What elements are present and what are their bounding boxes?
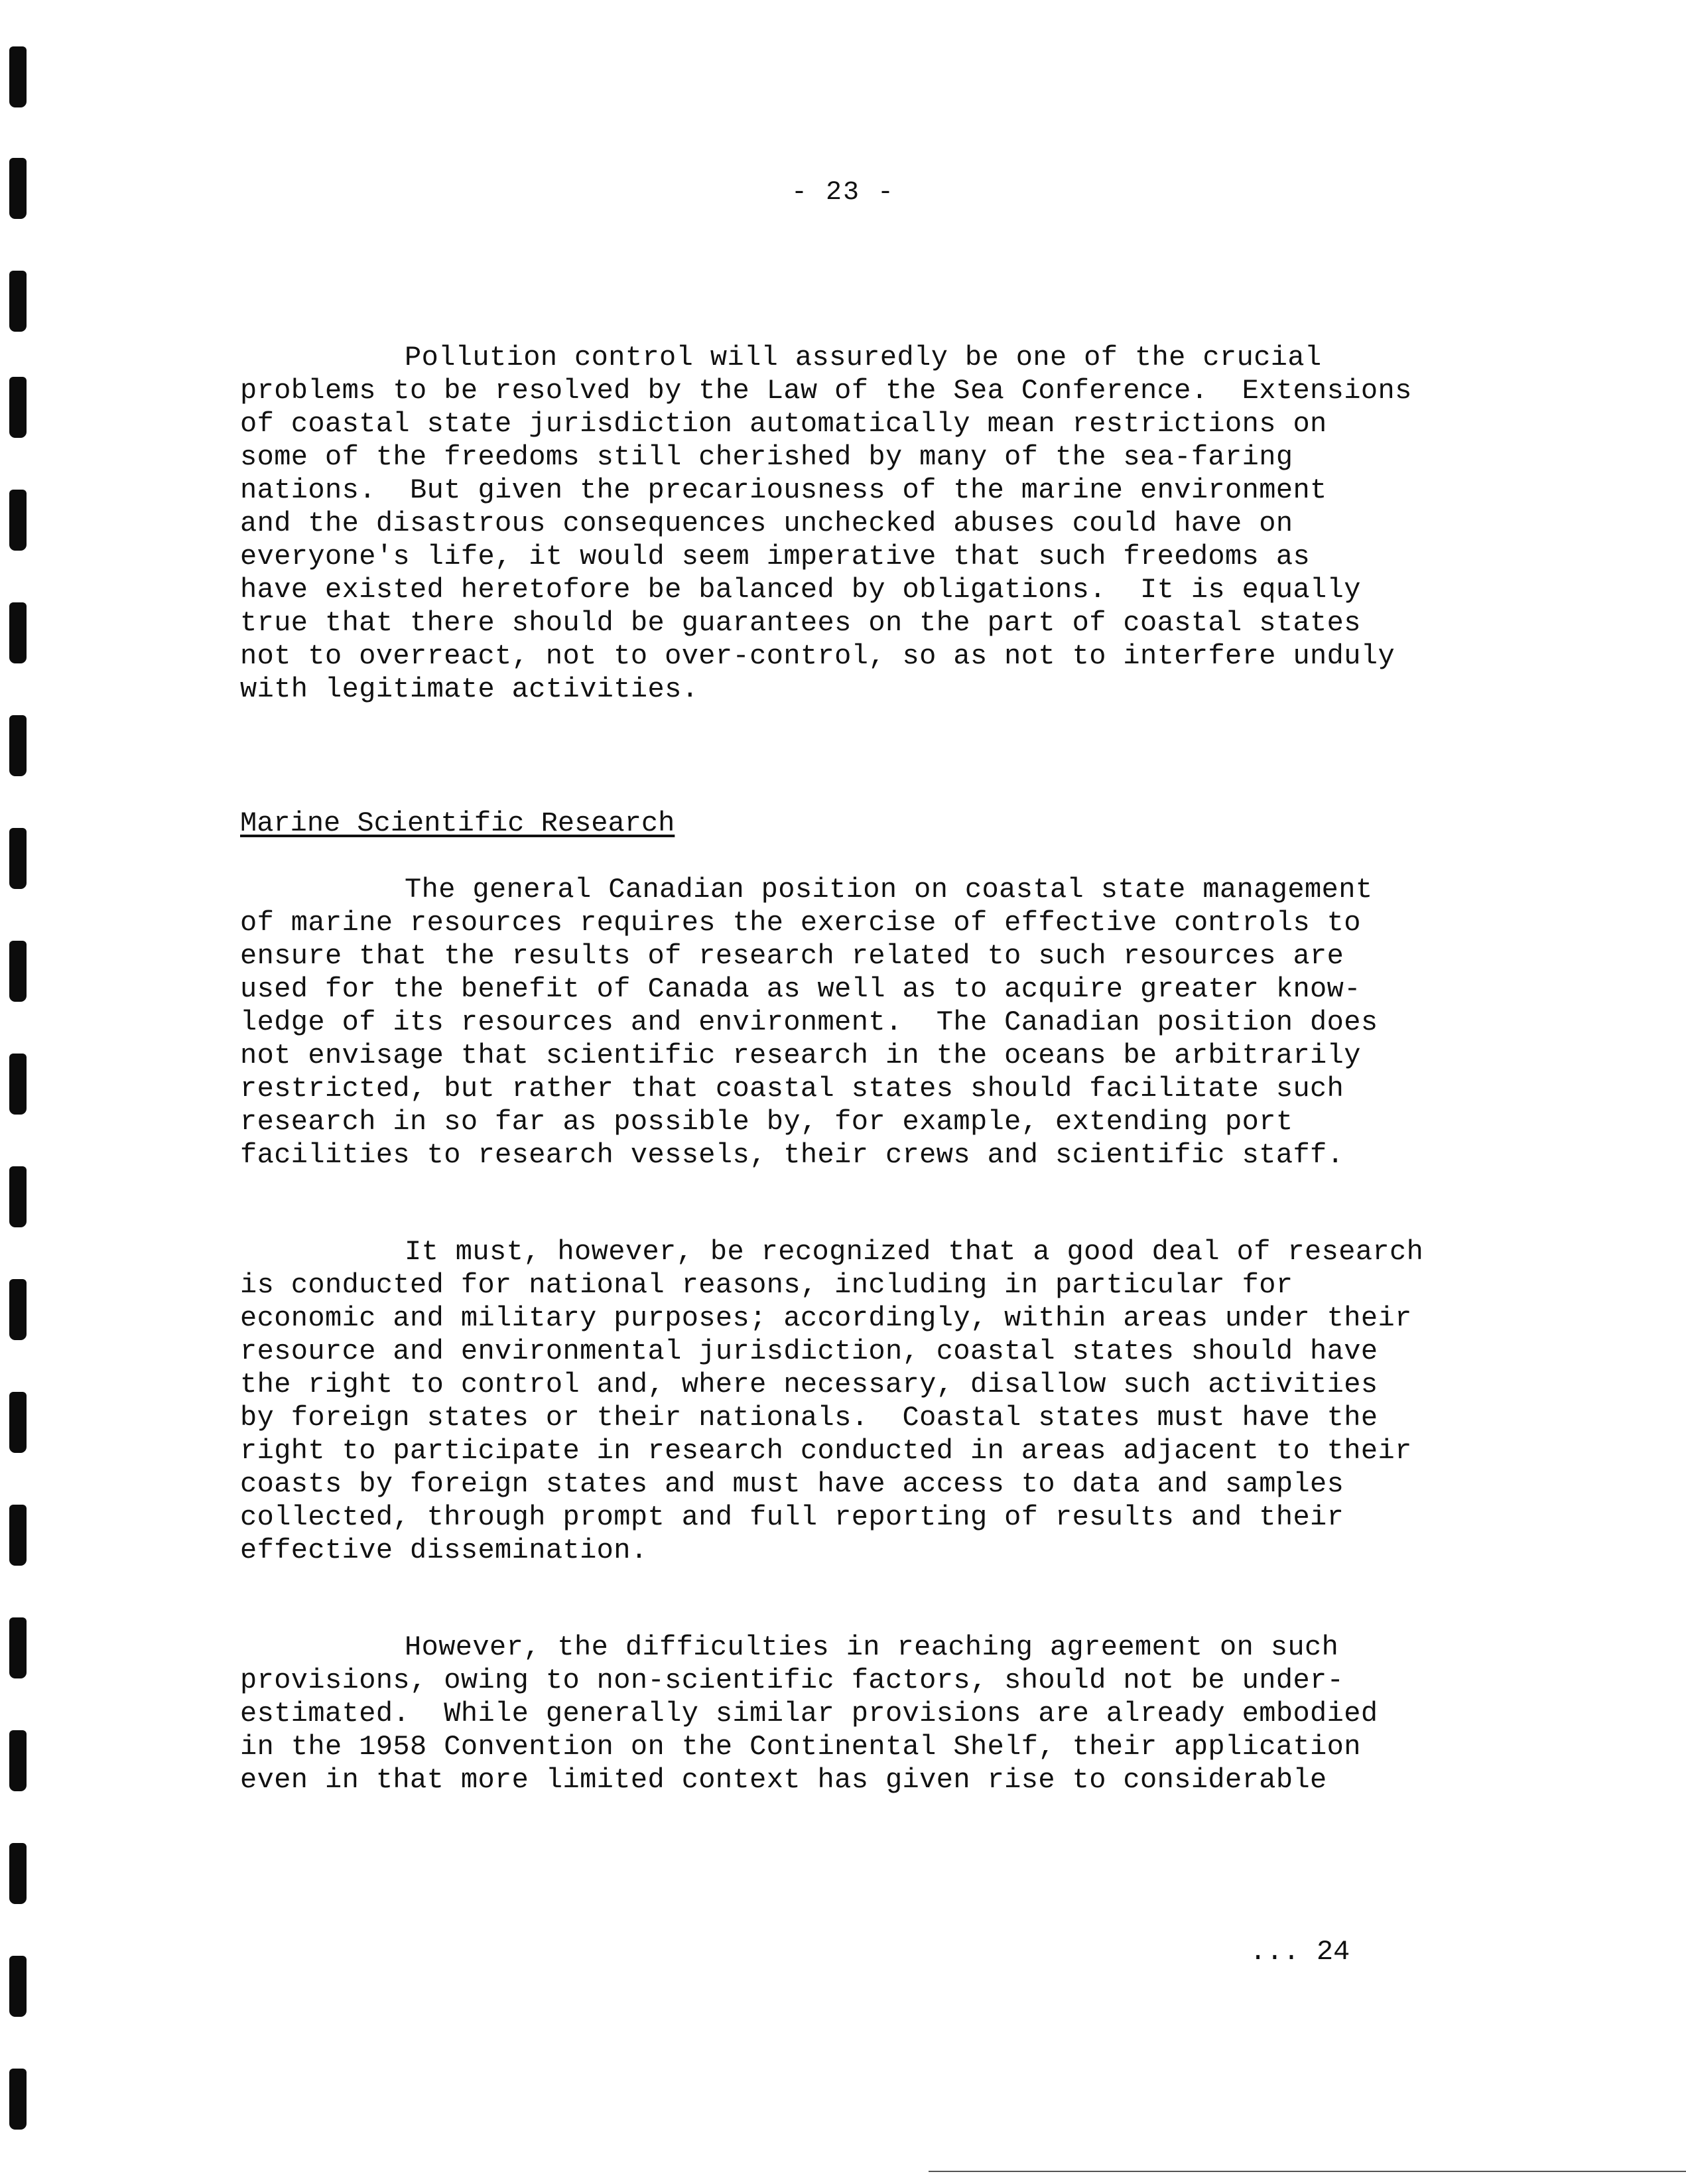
binding-mark <box>9 1392 27 1453</box>
page-edge-line <box>929 2171 1686 2172</box>
text-line: ensure that the results of research related to such resources are <box>240 940 1344 972</box>
binding-mark <box>9 828 27 889</box>
text-line: research in so far as possible by, for example, extending port <box>240 1106 1293 1138</box>
binding-mark <box>9 602 27 663</box>
text-line: estimated. While generally similar provisions are already embodied <box>240 1698 1378 1730</box>
text-line: problems to be resolved by the Law of the Sea Conference. Extensions <box>240 375 1412 407</box>
binding-mark <box>9 2069 27 2130</box>
binding-mark <box>9 377 27 438</box>
binding-mark <box>9 941 27 1002</box>
text-line: coasts by foreign states and must have access to data and samples <box>240 1468 1344 1500</box>
text-line: effective dissemination. <box>240 1535 648 1566</box>
text-line: of marine resources requires the exercise of effective controls to <box>240 907 1361 939</box>
text-line: economic and military purposes; accordingly, within areas under their <box>240 1302 1412 1334</box>
section-heading: Marine Scientific Research <box>240 807 675 839</box>
binding-mark <box>9 715 27 776</box>
binding-mark <box>9 1617 27 1678</box>
binding-mark <box>9 1505 27 1566</box>
text-line: collected, through prompt and full reporting of results and their <box>240 1501 1344 1533</box>
text-line: ledge of its resources and environment. The Canadian position does <box>240 1006 1378 1038</box>
binding-mark <box>9 1166 27 1227</box>
text-line: and the disastrous consequences unchecked abuses could have on <box>240 508 1293 539</box>
pollution-paragraph <box>240 341 1434 706</box>
text-line: of coastal state jurisdiction automatically mean restrictions on <box>240 408 1327 440</box>
continuation-marker: ... 24 <box>1250 1936 1350 1968</box>
research-paragraph-1 <box>240 873 1434 1172</box>
text-line: not to overreact, not to over-control, so as not to interfere unduly <box>240 640 1395 672</box>
text-line: It must, however, be recognized that a good deal of research <box>405 1236 1424 1268</box>
binding-mark <box>9 271 27 332</box>
text-line: in the 1958 Convention on the Continental Shelf, their application <box>240 1731 1361 1763</box>
binding-mark <box>9 1843 27 1904</box>
research-paragraph-2 <box>240 1235 1434 1567</box>
text-line: even in that more limited context has given rise to considerable <box>240 1764 1327 1796</box>
binding-mark <box>9 1730 27 1791</box>
text-line: have existed heretofore be balanced by obligations. It is equally <box>240 574 1361 606</box>
text-line: is conducted for national reasons, including in particular for <box>240 1269 1293 1301</box>
research-paragraph-3 <box>240 1631 1434 1797</box>
binding-mark <box>9 1956 27 2017</box>
text-line: everyone's life, it would seem imperative that such freedoms as <box>240 541 1311 573</box>
text-line: provisions, owing to non-scientific factors, should not be under- <box>240 1665 1344 1696</box>
text-line: the right to control and, where necessary, disallow such activities <box>240 1369 1378 1400</box>
page-number: - 23 - <box>791 178 895 208</box>
binding-mark <box>9 1054 27 1115</box>
binding-mark <box>9 1279 27 1340</box>
text-line: with legitimate activities. <box>240 673 699 705</box>
text-line: However, the difficulties in reaching agreement on such <box>405 1631 1339 1663</box>
binding-mark <box>9 46 27 107</box>
text-line: used for the benefit of Canada as well as to acquire greater know- <box>240 973 1361 1005</box>
text-line: not envisage that scientific research in the oceans be arbitrarily <box>240 1040 1361 1071</box>
text-line: Pollution control will assuredly be one of the crucial <box>405 342 1322 374</box>
text-line: The general Canadian position on coastal state management <box>405 874 1373 906</box>
text-line: some of the freedoms still cherished by many of the sea-faring <box>240 441 1293 473</box>
text-line: facilities to research vessels, their crews and scientific staff. <box>240 1139 1344 1171</box>
text-line: by foreign states or their nationals. Coastal states must have the <box>240 1402 1378 1434</box>
text-line: nations. But given the precariousness of the marine environment <box>240 474 1327 506</box>
binding-mark <box>9 490 27 551</box>
text-line: true that there should be guarantees on the part of coastal states <box>240 607 1361 639</box>
text-line: resource and environmental jurisdiction, coastal states should have <box>240 1335 1378 1367</box>
text-line: restricted, but rather that coastal states should facilitate such <box>240 1073 1344 1105</box>
text-line: right to participate in research conducted in areas adjacent to their <box>240 1435 1412 1467</box>
